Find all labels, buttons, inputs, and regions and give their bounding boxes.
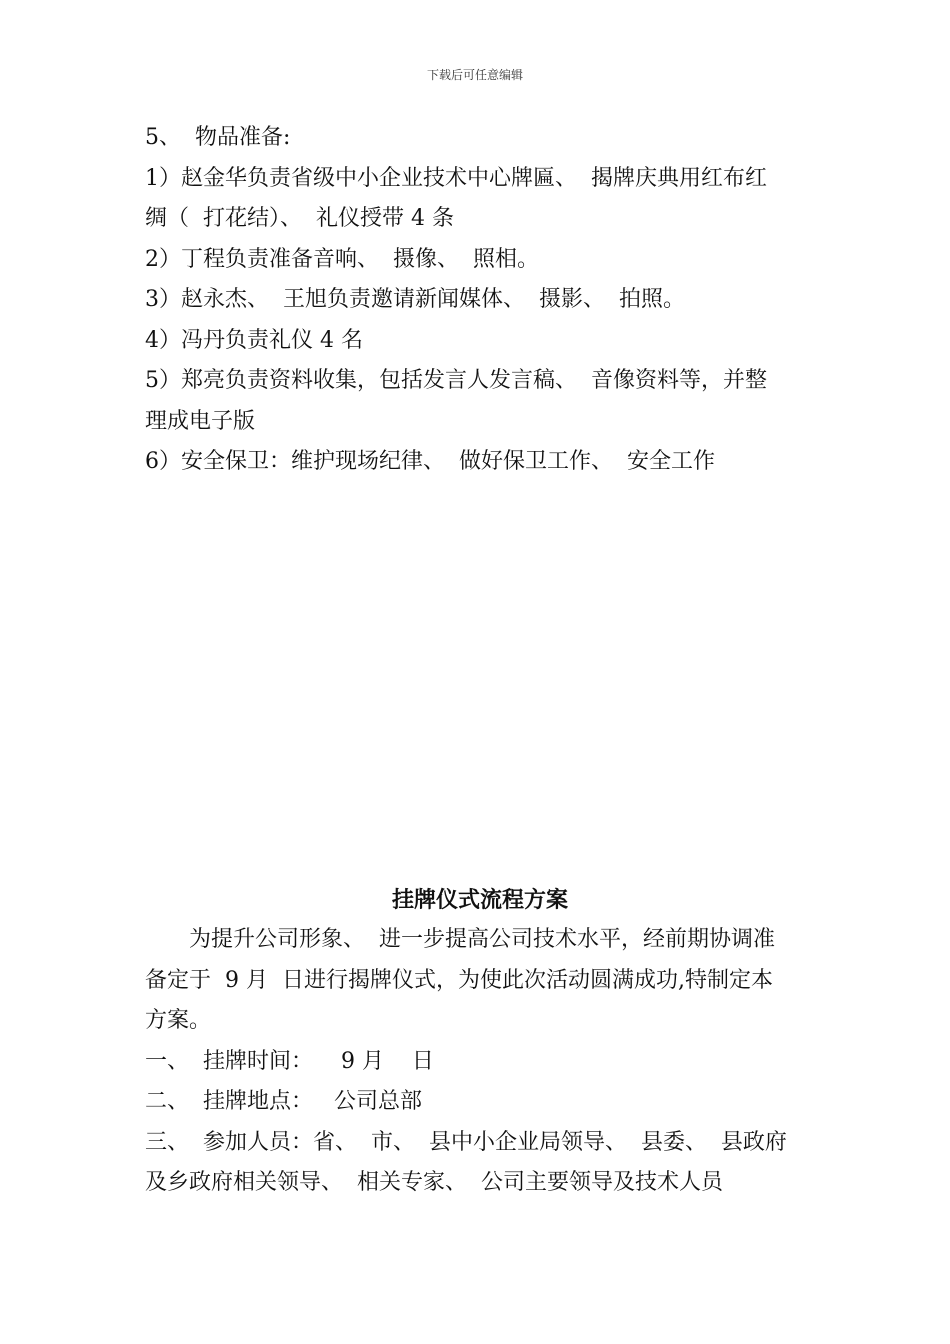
intro-paragraph-line: 方案。 [145, 1008, 212, 1033]
list-item: 6）安全保卫：维护现场纪律、 做好保卫工作、 安全工作 [145, 449, 715, 474]
list-item-continuation: 理成电子版 [145, 408, 256, 434]
list-item-continuation: 绸（ 打花结）、 礼仪授带 4 条 [145, 206, 454, 231]
list-item: 5）郑亮负责资料收集，包括发言人发言稿、 音像资料等，并整 [145, 368, 767, 393]
list-item: 4）冯丹负责礼仪 4 名 [145, 327, 363, 353]
list-item: 3）赵永杰、 王旭负责邀请新闻媒体、 摄影、 拍照。 [145, 287, 685, 312]
materials-section [145, 118, 815, 483]
ceremony-plan-section [145, 880, 815, 1204]
intro-paragraph-line: 备定于 9 月 日进行揭牌仪式，为使此次活动圆满成功,特制定本 [145, 967, 773, 993]
plan-item-time: 一、 挂牌时间： 9 月 日 [145, 1048, 434, 1074]
intro-paragraph-line: 为提升公司形象、 进一步提高公司技术水平，经前期协调准 [189, 927, 775, 952]
section-heading-materials: 5、 物品准备: [145, 125, 291, 150]
plan-item-attendees-continuation: 及乡政府相关领导、 相关专家、 公司主要领导及技术人员 [145, 1170, 723, 1195]
page-title: 挂牌仪式流程方案 [391, 887, 568, 913]
plan-item-attendees: 三、 参加人员：省、 市、 县中小企业局领导、 县委、 县政府 [145, 1129, 787, 1155]
list-item: 2）丁程负责准备音响、 摄像、 照相。 [145, 246, 539, 272]
header-note: 下载后可任意编辑 [426, 68, 523, 82]
plan-item-location: 二、 挂牌地点： 公司总部 [145, 1089, 422, 1114]
list-item: 1）赵金华负责省级中小企业技术中心牌匾、 揭牌庆典用红布红 [145, 165, 767, 191]
